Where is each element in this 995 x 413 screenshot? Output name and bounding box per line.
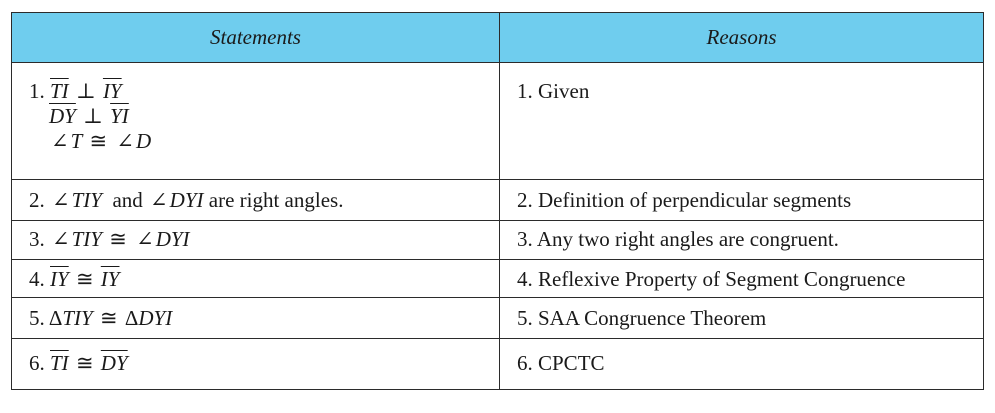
proof-row-1 bbox=[12, 63, 984, 180]
triangle-symbol: Δ bbox=[48, 306, 63, 330]
reason-cell-2: 2. Definition of perpendicular segments bbox=[500, 180, 984, 221]
proof-row-3 bbox=[12, 221, 984, 260]
angle-name: TIY bbox=[71, 227, 102, 251]
statement-1-line-3 bbox=[29, 129, 499, 154]
statement-suffix: are right angles. bbox=[208, 188, 344, 212]
reason-cell-4: 4. Reflexive Property of Segment Congruence bbox=[500, 260, 984, 298]
statement-cell-5 bbox=[12, 298, 500, 339]
step-number: 6. bbox=[29, 351, 45, 375]
segment: $\overline{YI}$ bbox=[110, 104, 129, 129]
statement-1-line-1 bbox=[29, 79, 499, 104]
proof-row-6 bbox=[12, 339, 984, 390]
angle-symbol: ∠ bbox=[52, 227, 70, 251]
angle-name: D bbox=[136, 129, 152, 154]
reasons-header: Reasons bbox=[500, 13, 984, 63]
congruent-symbol: ≅ bbox=[75, 351, 94, 375]
triangle-name: DYI bbox=[138, 306, 173, 330]
statement-6 bbox=[29, 351, 499, 376]
perpendicular-symbol: ⊥ bbox=[83, 104, 103, 129]
congruent-symbol: ≅ bbox=[99, 306, 118, 330]
statements-header: Statements bbox=[12, 13, 500, 63]
angle-symbol: ∠ bbox=[52, 188, 70, 212]
step-number: 2. bbox=[29, 188, 45, 212]
reason-cell-3: 3. Any two right angles are congruent. bbox=[500, 221, 984, 260]
statement-1-line-2 bbox=[29, 104, 499, 129]
segment: $\overline{DY}$ bbox=[49, 104, 76, 129]
segment: $\overline{TI}$ bbox=[50, 79, 69, 103]
statement-2 bbox=[29, 188, 499, 213]
triangle-name: TIY bbox=[62, 306, 93, 330]
proof-row-2 bbox=[12, 180, 984, 221]
angle-name: DYI bbox=[155, 227, 190, 251]
reason-cell-6: 6. CPCTC bbox=[500, 339, 984, 390]
angle-symbol: ∠ bbox=[136, 227, 154, 251]
reason-cell-5: 5. SAA Congruence Theorem bbox=[500, 298, 984, 339]
conjunction: and bbox=[112, 188, 143, 212]
congruent-symbol: ≅ bbox=[89, 129, 108, 154]
angle-name: DYI bbox=[169, 188, 204, 212]
segment: $\overline{IY}$ bbox=[50, 267, 69, 291]
angle-name: T bbox=[70, 129, 83, 154]
statement-cell-1 bbox=[12, 63, 500, 180]
congruent-symbol: ≅ bbox=[75, 267, 94, 291]
proof-row-5 bbox=[12, 298, 984, 339]
segment: $\overline{DY}$ bbox=[100, 351, 128, 375]
angle-symbol: ∠ bbox=[116, 129, 135, 154]
angle-symbol: ∠ bbox=[150, 188, 168, 212]
statement-4 bbox=[29, 267, 499, 292]
angle-name: TIY bbox=[71, 188, 102, 212]
statement-cell-2 bbox=[12, 180, 500, 221]
statement-5 bbox=[29, 306, 499, 331]
step-number: 5. bbox=[29, 306, 45, 330]
statement-cell-6 bbox=[12, 339, 500, 390]
angle-symbol: ∠ bbox=[51, 129, 69, 154]
step-number: 3. bbox=[29, 227, 45, 251]
segment: $\overline{IY}$ bbox=[102, 79, 122, 103]
statement-cell-3 bbox=[12, 221, 500, 260]
perpendicular-symbol: ⊥ bbox=[75, 79, 96, 103]
segment: $\overline{TI}$ bbox=[50, 351, 69, 375]
proof-row-4 bbox=[12, 260, 984, 298]
statement-cell-4 bbox=[12, 260, 500, 298]
header-row bbox=[12, 13, 984, 63]
triangle-symbol: Δ bbox=[124, 306, 139, 330]
statement-3 bbox=[29, 227, 499, 252]
step-number: 4. bbox=[29, 267, 45, 291]
congruent-symbol: ≅ bbox=[109, 227, 127, 251]
step-number: 1. bbox=[29, 79, 45, 103]
reason-cell-1: 1. Given bbox=[500, 63, 984, 180]
two-column-proof-table bbox=[11, 12, 984, 390]
segment: $\overline{IY}$ bbox=[100, 267, 120, 291]
